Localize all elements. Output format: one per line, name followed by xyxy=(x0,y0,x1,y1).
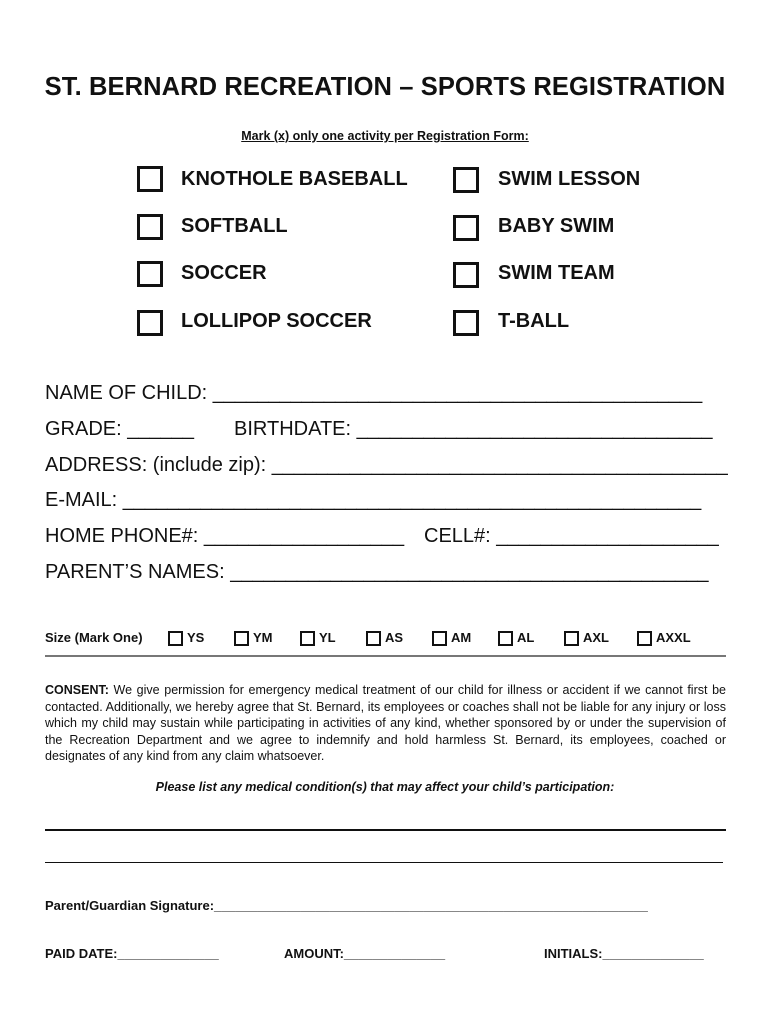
size-checkbox-axxl[interactable] xyxy=(637,631,652,646)
consent-text: We give permission for emergency medical treatment of our child for illness or accident if we cannot first be contacted. Additionally, we hereby agree that St. Bernard, its employees or coaches shall not be liable for any injury or loss which my child may sustain while participating in activities of any kind, whether sponsored by or under the supervision of the Recreation Department and we agree to indemnify and hold harmless St. Bernard, its employees, coached or designates of any kind from any claim whatsoever. xyxy=(45,683,726,763)
size-option-al: AL xyxy=(517,630,535,645)
activity-label-t-ball: T-BALL xyxy=(498,310,570,332)
home-phone-field[interactable]: HOME PHONE#: __________________ xyxy=(45,525,405,547)
size-checkbox-al[interactable] xyxy=(498,631,513,646)
initials-field[interactable]: INITIALS:______________ xyxy=(544,946,704,961)
activity-label-soccer: SOCCER xyxy=(181,262,267,284)
name-of-child-field[interactable]: NAME OF CHILD: ____________________________________________ xyxy=(45,382,703,404)
checkbox-swim-team[interactable] xyxy=(453,262,479,288)
parents-names-field[interactable]: PARENT’S NAMES: ___________________________________________ xyxy=(45,561,709,583)
size-checkbox-as[interactable] xyxy=(366,631,381,646)
medical-conditions-prompt: Please list any medical condition(s) that may affect your child’s participation: xyxy=(155,780,615,794)
form-title: ST. BERNARD RECREATION – SPORTS REGISTRATION xyxy=(44,73,726,101)
checkbox-softball[interactable] xyxy=(137,214,163,240)
activity-label-knothole-baseball: KNOTHOLE BASEBALL xyxy=(181,168,408,190)
cell-field[interactable]: CELL#: ____________________ xyxy=(424,525,719,547)
size-checkbox-ys[interactable] xyxy=(168,631,183,646)
section-divider xyxy=(45,655,726,657)
birthdate-field[interactable]: BIRTHDATE: ________________________________ xyxy=(234,418,713,440)
activity-label-baby-swim: BABY SWIM xyxy=(498,215,615,237)
size-checkbox-axl[interactable] xyxy=(564,631,579,646)
size-option-as: AS xyxy=(385,630,404,645)
email-field[interactable]: E-MAIL: ____________________________________________________ xyxy=(45,489,702,511)
activity-label-swim-team: SWIM TEAM xyxy=(498,262,615,284)
signature-field[interactable]: Parent/Guardian Signature:____________________________________________________________ xyxy=(45,898,648,913)
amount-field[interactable]: AMOUNT:______________ xyxy=(284,946,446,961)
address-field[interactable]: ADDRESS: (include zip): _________________________________________ xyxy=(45,454,728,476)
checkbox-lollipop-soccer[interactable] xyxy=(137,310,163,336)
size-option-yl: YL xyxy=(319,630,336,645)
grade-field[interactable]: GRADE: ______ xyxy=(45,418,194,440)
activity-label-lollipop-soccer: LOLLIPOP SOCCER xyxy=(181,310,372,332)
checkbox-swim-lesson[interactable] xyxy=(453,167,479,193)
size-option-am: AM xyxy=(451,630,472,645)
size-checkbox-yl[interactable] xyxy=(300,631,315,646)
size-checkbox-am[interactable] xyxy=(432,631,447,646)
medical-conditions-line-1[interactable] xyxy=(45,829,726,831)
checkbox-baby-swim[interactable] xyxy=(453,215,479,241)
size-option-ym: YM xyxy=(253,630,273,645)
size-label: Size (Mark One) xyxy=(45,630,143,645)
checkbox-t-ball[interactable] xyxy=(453,310,479,336)
size-option-axxl: AXXL xyxy=(656,630,691,645)
size-checkbox-ym[interactable] xyxy=(234,631,249,646)
checkbox-knothole-baseball[interactable] xyxy=(137,166,163,192)
consent-paragraph xyxy=(45,682,726,765)
activity-label-swim-lesson: SWIM LESSON xyxy=(498,168,641,190)
activity-instruction: Mark (x) only one activity per Registration Form: xyxy=(241,129,529,143)
paid-date-field[interactable]: PAID DATE:______________ xyxy=(45,946,219,961)
checkbox-soccer[interactable] xyxy=(137,261,163,287)
medical-conditions-line-2[interactable] xyxy=(45,862,723,863)
size-option-axl: AXL xyxy=(583,630,609,645)
activity-label-softball: SOFTBALL xyxy=(181,215,288,237)
consent-label: CONSENT: xyxy=(45,683,109,697)
size-option-ys: YS xyxy=(187,630,205,645)
